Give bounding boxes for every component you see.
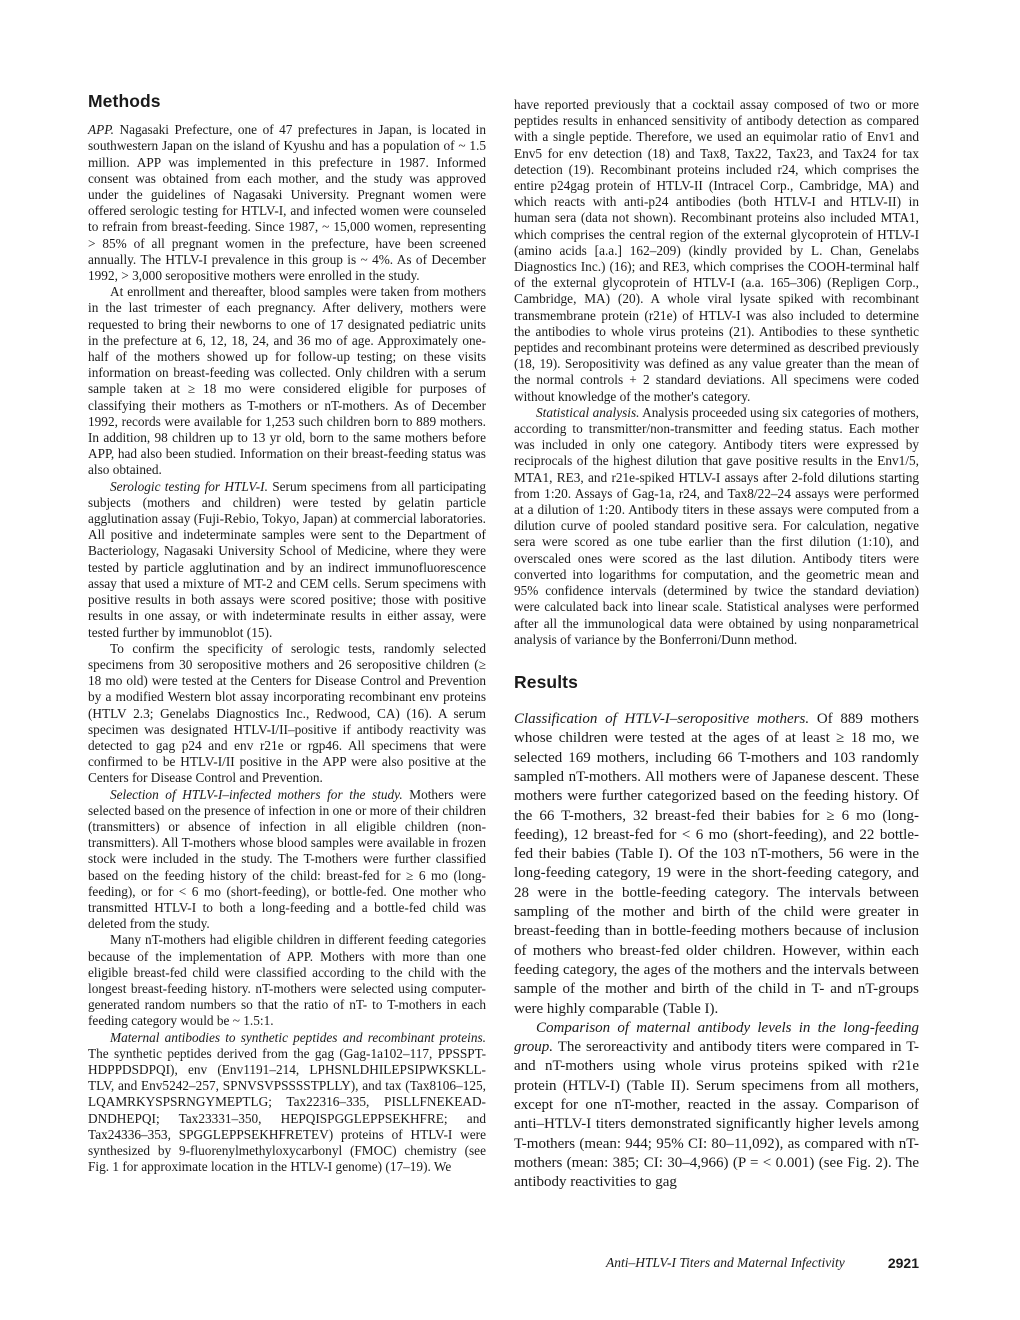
paragraph-comparison — [514, 1019, 919, 1193]
paragraph-text: Of 889 mothers whose children were tested at the ages of at least ≥ 18 mo, we selected 169 mothers, including 66 T-mothers and 103 randomly sampled nT-mothers. All mothers were of Japanese descent. These mothers were further categorized based on the feeding history. Of the 66 T-mothers, 32 breast-fed their babies for ≥ 6 mo (long-feeding), 12 breast-fed for < 6 mo (short-feeding), and 22 bottle-fed their babies (Table I). Of the 103 nT-mothers, 56 were in the long-feeding category, 19 were in the short-feeding category, and 28 were in the bottle-feeding category. The intervals between sampling of the mother and birth of the child were greater in breast-feeding than in bottle-feeding mothers because of inclusion of mothers who breast-fed older children. However, within each feeding category, the ages of the mothers and the intervals between sample of the mother and birth of the child in T- and nT-groups were highly comparable (Table I). — [514, 711, 919, 1017]
run-in-head: Maternal antibodies to synthetic peptides and recombinant proteins. — [110, 1029, 486, 1045]
paragraph-cocktail-assay: have reported previously that a cocktail assay composed of two or more peptides results in enhanced sensitivity of antibody detection as compared with a single peptide. Therefore, we used an equimolar ratio of Env1 and Env5 for env detection (18) and Tax8, Tax22, Tax23, and Tax24 for tax detection (19). Recombinant proteins included r24, which comprises the entire p24gag protein of HTLV-II (Intracel Corp., Cambridge, MA) and which reacts with anti-p24 antibodies (both HTLV-I and HTLV-II) in human sera (data not shown). Recombinant proteins also included MTA1, which comprises the central region of the external glycoprotein of HTLV-I (amino acids [a.a.] 162–209) (kindly provided by L. Chan, Genelabs Diagnostics Inc.) (16); and RE3, which comprises the COOH-terminal half of the external glycoprotein of HTLV-I (a.a. 165–306) (Repligen Corp., Cambridge, MA) (20). A whole viral lysate spiked with recombinant transmembrane protein (r21e) of HTLV-I was also included to determine the antibodies to whole virus proteins (21). Antibodies to these synthetic peptides and recombinant proteins were determined as described previously (18, 19). Seropositivity was defined as any value greater than the mean of the normal controls + 2 standard deviations. All specimens were coded without knowledge of the mother's category. — [514, 97, 919, 404]
paragraph-text: Mothers were selected based on the presence of infection in one or more of their children (transmitters) or absence of infection in all eligible children (non-transmitters). All T-mothers whose blood samples were available in frozen stock were included in the study. The T-mothers were further classified based on the feeding history of the child: breast-fed for ≥ 6 mo (long-feeding), or for < 6 mo (short-feeding), or bottle-fed. One mother who transmitted HTLV-I to both a long-feeding and a bottle-fed child was deleted from the study. — [88, 786, 486, 932]
run-in-head: Classification of HTLV-I–seropositive mothers. — [514, 711, 810, 728]
run-in-head: APP. — [88, 122, 114, 138]
paragraph-text: The synthetic peptides derived from the gag (Gag-1a102–117, PPSSPT-HDPPDSDPQI), env (Env1191–214, LPHSNLDHILEPSIPWKSKLL-TLV, and Env5242–257, SPNVSVPSSSSTPLLY), and tax (Tax8106–125, LQAMRKYSPSRNGYMEPTLG; Tax22316–335, PISLLFNEKEAD-DNDHEPQI; Tax23331–350, HEPQISPGGLEPPSEKHFRE; and Tax24336–353, SPGGLEPPSEKHFRETEV) proteins of HTLV-I were synthesized by 9-fluorenylmethyloxycarbonyl (FMOC) chemistry (see Fig. 1 for approximate location in the HTLV-I genome) (17–19). We — [88, 1045, 486, 1175]
page-footer — [606, 1255, 919, 1271]
run-in-head: Selection of HTLV-I–infected mothers for the study. — [110, 786, 403, 802]
page-number: 2921 — [887, 1255, 919, 1271]
paragraph-enrollment: At enrollment and thereafter, blood samples were taken from mothers in the last trimester of each pregnancy. After delivery, mothers were requested to bring their newborns to one of 17 designated pediatric units in the prefecture at 6, 12, 18, 24, and 36 mo of age. Approximately one-half of the mothers showed up for follow-up testing; on these visits information on breast-feeding was collected. Only children with a serum sample taken at ≥ 18 mo were considered eligible for purposes of classifying their mothers as T-mothers or nT-mothers. As of December 1992, records were available for 1,253 such children born to 889 mothers. In addition, 98 children up to 13 yr old, born to the same mothers before APP, had also been studied. Information on their breast-feeding status was also obtained. — [88, 284, 486, 478]
paragraph-statistical-analysis — [514, 405, 919, 648]
methods-heading: Methods — [88, 91, 161, 111]
run-in-head: Serologic testing for HTLV-I. — [110, 478, 268, 494]
paragraph-maternal-antibodies — [88, 1030, 486, 1176]
results-heading: Results — [514, 671, 578, 692]
left-column — [88, 93, 486, 1175]
paragraph-text: Serum specimens from all participating subjects (mothers and children) were tested by gelatin particle agglutination assay (Fuji-Rebio, Tokyo, Japan) at commercial laboratories. All positive and indeterminate samples were sent to the Department of Bacteriology, Nagasaki University School of Medicine, where they were tested by particle agglutination and by an indirect immunofluorescence assay that used a mixture of MT-2 and CEM cells. Serum specimens with positive results in both assays were scored positive; those with positive results in one assay, or with indeterminate results in either assay, were tested further by immunoblot (15). — [88, 478, 486, 640]
paragraph-app — [88, 122, 486, 284]
paragraph-serologic-testing — [88, 479, 486, 641]
results-body — [514, 710, 919, 1192]
running-title: Anti–HTLV-I Titers and Maternal Infectivity — [606, 1255, 845, 1270]
paragraph-nt-mothers: Many nT-mothers had eligible children in different feeding categories because of the implementation of APP. Mothers with more than one eligible breast-fed child were classified according to the child with the longest breast-feeding history. nT-mothers were selected using computer-generated random numbers so that the ratio of nT- to T-mothers in each feeding category would be ~ 1.5:1. — [88, 932, 486, 1029]
right-column — [514, 97, 919, 1193]
paragraph-classification — [514, 710, 919, 1019]
paragraph-text: The seroreactivity and antibody titers were compared in T- and nT-mothers using whole virus proteins spiked with r21e protein (HTLV-I) (Table II). Serum specimens from all mothers, except for one nT-mother, reacted in the assay. Comparison of anti–HTLV-I titers demonstrated significantly higher levels among T-mothers (mean: 944; 95% CI: 80–11,092), as compared with nT-mothers (mean: 385; CI: 30–4,966) (P = < 0.001) (see Fig. 2). The antibody reactivities to gag — [514, 1039, 919, 1191]
run-in-head: Comparison of maternal antibody levels in the long-feeding group. — [514, 1019, 919, 1056]
paragraph-text: Analysis proceeded using six categories of mothers, according to transmitter/non-transmitter and feeding status. Each mother was included in only one category. Antibody titers were expressed by reciprocals of the highest dilution that gave positive results in the Env1/5, MTA1, RE3, and r21e-spiked HTLV-I assays after 2-fold dilutions starting from 1:20. Assays of Gag-1a, r24, and Tax8/22–24 assays were performed at a dilution of 1:20. Antibody titers in these assays were computed from a dilution curve of pooled standard positive sera. For calculation, negative sera were scored as one tube earlier than the first dilution (1:10), and overscaled ones were scored as the last dilution. Antibody titers were converted into logarithms for computation, and the geometric mean and 95% confidence intervals (determined by twice the standard deviation) were calculated back into linear scale. Statistical analyses were performed after all the immunological data were obtained by using nonparametrical analysis of variance by the Bonferroni/Dunn method. — [514, 404, 920, 647]
run-in-head: Statistical analysis. — [536, 404, 640, 420]
paragraph-selection — [88, 787, 486, 933]
paragraph-specificity: To confirm the specificity of serologic tests, randomly selected specimens from 30 seropositive mothers and 26 seropositive children (≥ 18 mo old) were tested at the Centers for Disease Control and Prevention by a modified Western blot assay incorporating recombinant env proteins (HTLV 2.3; Genelabs Diagnostics Inc., Redwood, CA) (16). A serum specimen was designated HTLV-I/II–positive if antibody reactivity was detected to gag p24 and env r21e or rgp46. All specimens that were confirmed to be HTLV-I/II positive in the APP were also positive at the Centers for Disease Control and Prevention. — [88, 640, 486, 786]
paragraph-text: Nagasaki Prefecture, one of 47 prefectures in Japan, is located in southwestern Japan on the island of Kyushu and has a population of ~ 1.5 million. APP was implemented in this prefecture in 1987. Informed consent was obtained from each mother, and the study was approved under the guidelines of Nagasaki University. Pregnant women were offered serologic testing for HTLV-I, and infected women were counseled to refrain from breast-feeding. Since 1987, ~ 15,000 women, representing > 85% of all pregnant women in the prefecture, have been screened annually. The HTLV-I prevalence in this group is ~ 4%. As of December 1992, > 3,000 seropositive mothers were enrolled in the study. — [88, 122, 486, 284]
